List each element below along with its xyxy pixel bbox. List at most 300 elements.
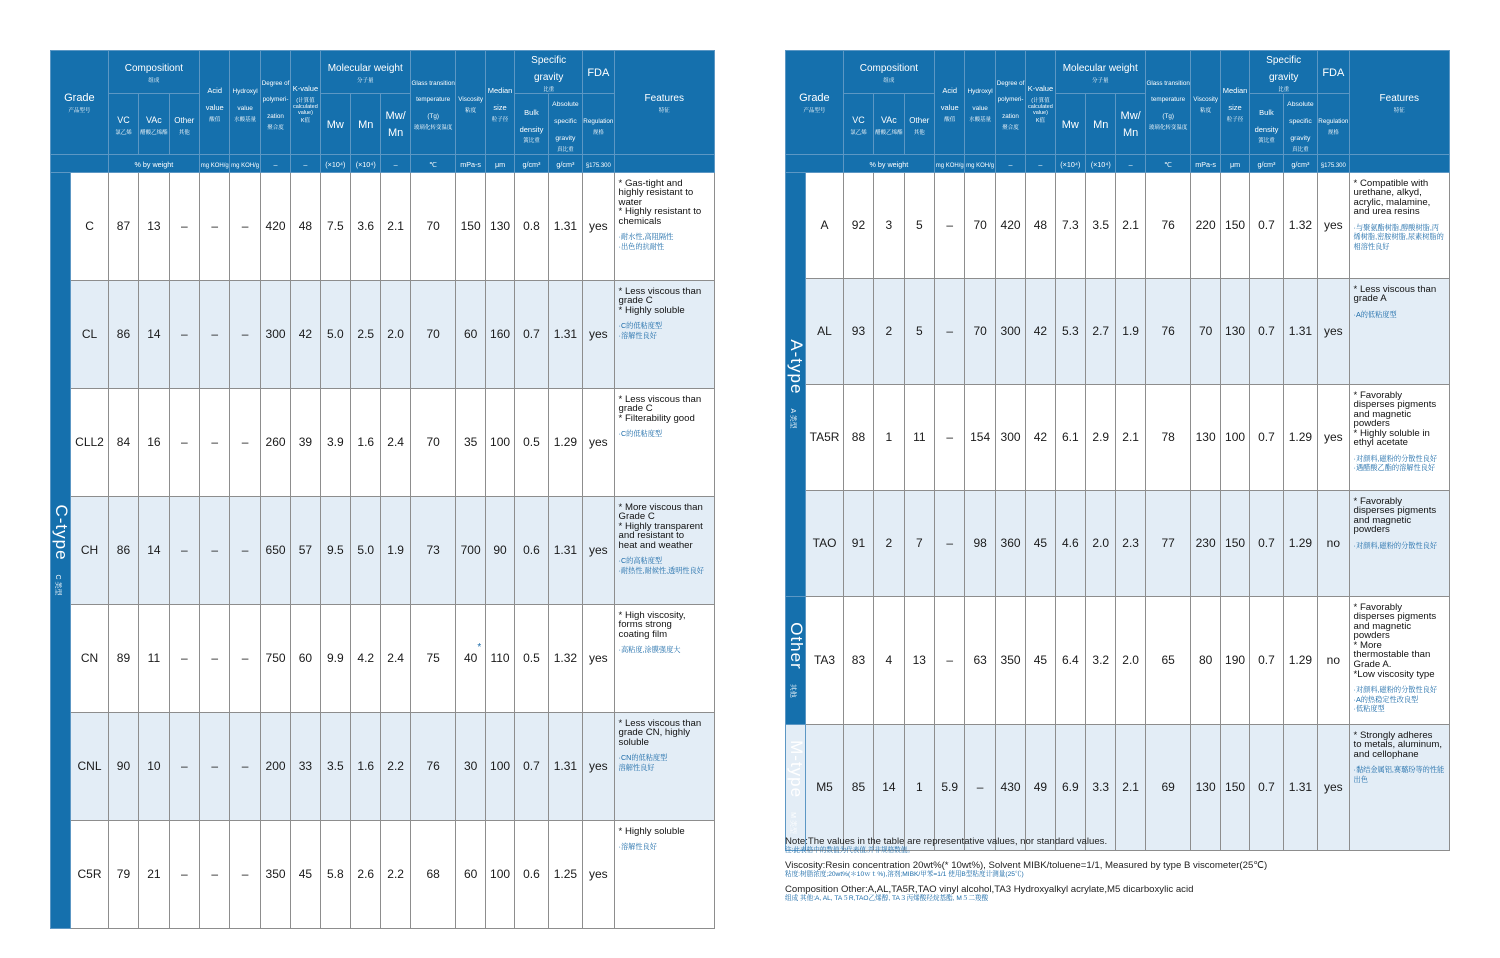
- median-size-cell: 130: [485, 172, 514, 280]
- hydroxyl-value-cell: –: [230, 280, 260, 388]
- features-cell: [614, 388, 714, 496]
- features-cell: [614, 280, 714, 388]
- mn-cell: 1.6: [351, 712, 381, 820]
- unit-absolute: g/cm³: [548, 154, 582, 172]
- grade-cell: CLL2: [71, 388, 109, 496]
- acid-value-cell: –: [200, 604, 230, 712]
- degree-cell: 300: [995, 278, 1025, 384]
- fda-cell: no: [1318, 596, 1349, 724]
- degree-cell: 350: [260, 820, 290, 928]
- unit-acid: mg KOH/g: [200, 154, 230, 172]
- unit-mwmn: –: [1116, 154, 1145, 172]
- other-cell: –: [169, 388, 199, 496]
- grade-cell: CNL: [71, 712, 109, 820]
- grade-header: Grade 产品型号: [51, 51, 109, 155]
- features-cn: ·C的低粘度型 ·溶解性良好: [618, 321, 663, 340]
- fda-header: FDA: [1318, 51, 1349, 94]
- mw-mn-cell: 2.2: [381, 820, 410, 928]
- features-en: * Less viscous than grade CN, highly soluble: [618, 717, 702, 748]
- absolute-gravity-cell: 1.32: [548, 604, 582, 712]
- k-value-cell: 48: [1026, 172, 1055, 278]
- acid-value-cell: –: [200, 172, 230, 280]
- unit-median: μm: [1220, 154, 1249, 172]
- unit-by-weight: % by weight: [108, 154, 199, 172]
- tg-header: Glass transition temperature (Tg) 玻璃化转变温度: [1145, 51, 1191, 155]
- mw-cell: 6.4: [1055, 596, 1085, 724]
- vac-header: VAc 醋酸乙烯酯: [874, 94, 904, 154]
- grade-table-right: [785, 50, 1450, 851]
- k-value-cell: 42: [1026, 278, 1055, 384]
- unit-median: μm: [485, 154, 514, 172]
- bulk-density-cell: 0.6: [515, 820, 548, 928]
- tg-cell: 65: [1145, 596, 1191, 724]
- tg-cell: 69: [1145, 724, 1191, 850]
- absolute-gravity-cell: 1.29: [1283, 490, 1317, 596]
- grade-cell: CH: [71, 496, 109, 604]
- other-cell: 5: [904, 278, 934, 384]
- other-cell: –: [169, 172, 199, 280]
- mw-cell: 5.3: [1055, 278, 1085, 384]
- molecular-weight-header: Molecular weight 分子量: [1055, 51, 1145, 94]
- table-row: [51, 712, 715, 820]
- mw-mn-cell: 1.9: [1116, 278, 1145, 384]
- fda-cell: yes: [583, 388, 614, 496]
- tg-cell: 76: [1145, 278, 1191, 384]
- features-cell: [1349, 172, 1449, 278]
- k-value-cell: 33: [291, 712, 320, 820]
- acid-value-cell: –: [935, 596, 965, 724]
- mw-cell: 3.9: [320, 388, 350, 496]
- mw-cell: 7.5: [320, 172, 350, 280]
- viscosity-cell: 80: [1191, 596, 1220, 724]
- features-en: * High viscosity, forms strong coating film: [618, 609, 686, 640]
- hydroxyl-value-header: Hydroxyl value 水酸基量: [230, 51, 260, 155]
- features-en: * Favorably disperses pigments and magnetic powders: [1353, 495, 1437, 536]
- bulk-density-cell: 0.5: [515, 604, 548, 712]
- degree-header: Degree of polymeri-zation 聚合度: [260, 51, 290, 155]
- viscosity-cell: 220: [1191, 172, 1220, 278]
- unit-mwmn: –: [381, 154, 410, 172]
- absolute-gravity-cell: 1.31: [548, 496, 582, 604]
- bulk-density-cell: 0.7: [1250, 278, 1283, 384]
- acid-value-cell: –: [935, 172, 965, 278]
- acid-value-cell: –: [200, 712, 230, 820]
- other-header: Other 其他: [904, 94, 934, 154]
- unit-fda: §175.300: [1318, 154, 1349, 172]
- other-cell: 13: [904, 596, 934, 724]
- table-row: [786, 278, 1450, 384]
- bulk-density-cell: 0.7: [1250, 384, 1283, 490]
- table-row: [51, 604, 715, 712]
- unit-k: –: [1026, 154, 1055, 172]
- fda-header: FDA: [583, 51, 614, 94]
- viscosity-cell: 130: [1191, 724, 1220, 850]
- absolute-gravity-cell: 1.29: [548, 388, 582, 496]
- type-label: Other: [786, 622, 806, 670]
- vc-cell: 88: [843, 384, 873, 490]
- absolute-gravity-cell: 1.31: [548, 712, 582, 820]
- regulation-header: Regulation 规格: [583, 94, 614, 154]
- features-cell: [614, 712, 714, 820]
- absolute-gravity-cell: 1.32: [1283, 172, 1317, 278]
- mn-cell: 2.0: [1086, 490, 1116, 596]
- features-en: * Less viscous than grade C * Filterability good: [618, 393, 702, 424]
- viscosity-cell: 130: [1191, 384, 1220, 490]
- acid-value-cell: –: [935, 278, 965, 384]
- viscosity-value: [463, 642, 482, 666]
- k-value-cell: 60: [291, 604, 320, 712]
- mn-cell: 3.2: [1086, 596, 1116, 724]
- table-row: [51, 172, 715, 280]
- tg-cell: 78: [1145, 384, 1191, 490]
- mw-cell: 5.0: [320, 280, 350, 388]
- features-header: Features 特征: [614, 51, 714, 155]
- features-cell: [1349, 490, 1449, 596]
- mw-cell: 9.5: [320, 496, 350, 604]
- other-cell: 5: [904, 172, 934, 278]
- table-row: [786, 384, 1450, 490]
- mw-mn-cell: 2.1: [381, 172, 410, 280]
- hydroxyl-value-cell: 98: [965, 490, 995, 596]
- grade-cell: C5R: [71, 820, 109, 928]
- vc-cell: 85: [843, 724, 873, 850]
- table-row: [51, 820, 715, 928]
- mw-mn-cell: 2.1: [1116, 384, 1145, 490]
- other-cell: 11: [904, 384, 934, 490]
- vc-cell: 86: [108, 496, 138, 604]
- grade-cell: TA3: [806, 596, 844, 724]
- fda-cell: yes: [583, 496, 614, 604]
- mn-cell: 4.2: [351, 604, 381, 712]
- hydroxyl-value-cell: –: [230, 172, 260, 280]
- fda-cell: yes: [583, 820, 614, 928]
- vc-cell: 83: [843, 596, 873, 724]
- k-value-cell: 45: [291, 820, 320, 928]
- viscosity-cell: 60: [456, 820, 485, 928]
- table-row: [786, 490, 1450, 596]
- mn-cell: 2.9: [1086, 384, 1116, 490]
- regulation-header: Regulation 规格: [1318, 94, 1349, 154]
- note-viscosity: Viscosity:Resin concentration 20wt%(* 10wt%), Solvent MIBK/toluene=1/1, Measured by type B viscometer(25℃): [785, 859, 1268, 871]
- unit-blank: [786, 154, 844, 172]
- type-label: M-type: [786, 740, 806, 799]
- degree-cell: 420: [260, 172, 290, 280]
- k-value-cell: 39: [291, 388, 320, 496]
- degree-header: Degree of polymeri-zation 聚合度: [995, 51, 1025, 155]
- features-cn: ·对颜料,磁粉的分散性良好 ·遇醋酸乙酯的溶解性良好: [1353, 454, 1438, 473]
- bulk-density-cell: 0.8: [515, 172, 548, 280]
- vac-cell: 13: [139, 172, 169, 280]
- unit-viscosity: mPa-s: [1191, 154, 1220, 172]
- table-row: [786, 724, 1450, 850]
- bulk-density-cell: 0.7: [1250, 724, 1283, 850]
- features-cn: ·耐水性,高阻隔性 ·出色的抗耐性: [618, 232, 674, 251]
- other-cell: –: [169, 604, 199, 712]
- unit-absolute: g/cm³: [1283, 154, 1317, 172]
- k-value-cell: 45: [1026, 596, 1055, 724]
- absolute-gravity-cell: 1.31: [548, 280, 582, 388]
- vac-cell: 4: [874, 596, 904, 724]
- tg-cell: 76: [410, 712, 456, 820]
- grade-header: Grade 产品型号: [786, 51, 844, 155]
- median-size-cell: 150: [1220, 490, 1249, 596]
- features-en: * Highly soluble: [618, 825, 685, 837]
- tg-cell: 77: [1145, 490, 1191, 596]
- vac-cell: 14: [139, 280, 169, 388]
- tg-cell: 68: [410, 820, 456, 928]
- features-cell: [614, 496, 714, 604]
- k-value-header: K-value (计算值 calculated value) K值: [291, 51, 320, 155]
- type-label-cn: M 类型: [788, 812, 796, 834]
- mw-mn-cell: 2.2: [381, 712, 410, 820]
- note-viscosity-cn: 粘度:树脂浓度;20wt%(＊10ｗｔ%),溶剂;MIBK/甲苯=1/1 使用B型粘度计测量(25℃): [785, 870, 1024, 878]
- vc-cell: 92: [843, 172, 873, 278]
- fda-cell: yes: [1318, 172, 1349, 278]
- mw-header: Mw: [320, 94, 350, 154]
- table-row: [51, 388, 715, 496]
- degree-cell: 350: [995, 596, 1025, 724]
- median-size-cell: 100: [485, 820, 514, 928]
- acid-value-header: Acid value 酸值: [200, 51, 230, 155]
- asterisk-mark: *: [477, 642, 482, 654]
- features-en: * More viscous than Grade C * Highly transparent and resistant to heat and weather: [618, 501, 703, 551]
- median-size-cell: 150: [1220, 172, 1249, 278]
- features-cn: ·C的高粘度型 ·耐热性,耐候性,透明性良好: [618, 556, 704, 575]
- mn-header: Mn: [351, 94, 381, 154]
- vc-cell: 90: [108, 712, 138, 820]
- vac-cell: 14: [139, 496, 169, 604]
- mw-mn-cell: 1.9: [381, 496, 410, 604]
- composition-header: Compositiont 组成: [108, 51, 199, 94]
- hydroxyl-value-cell: –: [230, 712, 260, 820]
- hydroxyl-value-cell: –: [230, 604, 260, 712]
- type-label-cn: 其他: [788, 683, 796, 698]
- grade-cell: TAO: [806, 490, 844, 596]
- hydroxyl-value-cell: –: [965, 724, 995, 850]
- median-size-cell: 90: [485, 496, 514, 604]
- note-representative: Note:The values in the table are representative values, nor standard values.: [785, 836, 1108, 847]
- acid-value-cell: –: [200, 280, 230, 388]
- features-cell: [1349, 384, 1449, 490]
- fda-cell: yes: [583, 172, 614, 280]
- features-cn: ·黏结金属铝,赛璐玢等的性能 出色: [1353, 765, 1445, 784]
- note-composition: Composition Other:A,AL,TA5R,TAO vinyl alcohol,TA3 Hydroxyalkyl acrylate,M5 dicarboxylic acid: [785, 883, 1194, 895]
- unit-bulk: g/cm³: [515, 154, 548, 172]
- bulk-density-cell: 0.7: [515, 280, 548, 388]
- specific-gravity-header: Specific gravity 比重: [515, 51, 583, 94]
- viscosity-cell: 35: [456, 388, 485, 496]
- acid-value-cell: –: [935, 384, 965, 490]
- mw-mn-cell: 2.0: [1116, 596, 1145, 724]
- mw-header: Mw: [1055, 94, 1085, 154]
- median-size-cell: 150: [1220, 724, 1249, 850]
- mw-mn-cell: 2.4: [381, 604, 410, 712]
- unit-mn: (×10⁴): [1086, 154, 1116, 172]
- unit-fda: §175.300: [583, 154, 614, 172]
- vac-cell: 3: [874, 172, 904, 278]
- absolute-gravity-cell: 1.31: [1283, 724, 1317, 850]
- hydroxyl-value-cell: –: [230, 820, 260, 928]
- mn-cell: 1.6: [351, 388, 381, 496]
- other-cell: –: [169, 280, 199, 388]
- features-cn: ·对颜料,磁粉的分散性良好 ·A的热稳定性改良型 ·低粘度型: [1353, 685, 1438, 713]
- acid-value-cell: 5.9: [935, 724, 965, 850]
- other-cell: 7: [904, 490, 934, 596]
- unit-mw: (×10⁴): [1055, 154, 1085, 172]
- table-row: [51, 280, 715, 388]
- absolute-gravity-header: Absolute specific gravity 真比重: [1283, 94, 1317, 154]
- grade-cell: A: [806, 172, 844, 278]
- median-size-cell: 190: [1220, 596, 1249, 724]
- viscosity-cell: 700: [456, 496, 485, 604]
- other-header: Other 其他: [169, 94, 199, 154]
- note-composition-cn: 组成 其他:A, AL, TA５R,TAO乙烯醇, TA３丙烯酸羟烷基酯, M５二羧酸: [785, 894, 989, 902]
- features-cell: [1349, 724, 1449, 850]
- features-cn: ·A的低粘度型: [1353, 309, 1397, 319]
- degree-cell: 200: [260, 712, 290, 820]
- vc-header: VC 氯乙烯: [108, 94, 138, 154]
- unit-tg: ℃: [410, 154, 456, 172]
- k-value-cell: 49: [1026, 724, 1055, 850]
- mn-cell: 5.0: [351, 496, 381, 604]
- other-cell: –: [169, 820, 199, 928]
- absolute-gravity-cell: 1.31: [548, 172, 582, 280]
- other-cell: –: [169, 712, 199, 820]
- fda-cell: yes: [1318, 384, 1349, 490]
- viscosity-cell: 60: [456, 280, 485, 388]
- features-en: * Less viscous than grade A: [1353, 283, 1437, 305]
- median-size-cell: 130: [1220, 278, 1249, 384]
- type-group-label: [51, 172, 71, 928]
- features-cell: [614, 820, 714, 928]
- features-en: * Less viscous than grade C * Highly soluble: [618, 285, 702, 316]
- mw-cell: 6.1: [1055, 384, 1085, 490]
- unit-hydroxyl: mg KOH/g: [965, 154, 995, 172]
- hydroxyl-value-cell: 154: [965, 384, 995, 490]
- absolute-gravity-header: Absolute specific gravity 真比重: [548, 94, 582, 154]
- features-header: Features 特征: [1349, 51, 1449, 155]
- mw-cell: 7.3: [1055, 172, 1085, 278]
- absolute-gravity-cell: 1.29: [1283, 384, 1317, 490]
- table-row: [51, 496, 715, 604]
- viscosity-cell: 30: [456, 712, 485, 820]
- grade-cell: AL: [806, 278, 844, 384]
- grade-table-left: [50, 50, 715, 929]
- mw-cell: 9.9: [320, 604, 350, 712]
- unit-degree: –: [995, 154, 1025, 172]
- degree-cell: 300: [260, 280, 290, 388]
- vac-cell: 14: [874, 724, 904, 850]
- bulk-density-cell: 0.5: [515, 388, 548, 496]
- table-row: [786, 172, 1450, 278]
- bulk-density-header: Bulk density 簧比重: [515, 94, 548, 154]
- acid-value-cell: –: [200, 388, 230, 496]
- viscosity-cell: 150: [456, 172, 485, 280]
- unit-k: –: [291, 154, 320, 172]
- hydroxyl-value-cell: –: [230, 496, 260, 604]
- mw-mn-cell: 2.1: [1116, 172, 1145, 278]
- grade-cell: C: [71, 172, 109, 280]
- degree-cell: 650: [260, 496, 290, 604]
- viscosity-header: Viscosity 粘度: [1191, 51, 1220, 155]
- median-size-cell: 110: [485, 604, 514, 712]
- type-group-label: [786, 596, 806, 724]
- vac-cell: 1: [874, 384, 904, 490]
- unit-tg: ℃: [1145, 154, 1191, 172]
- vc-header: VC 氯乙烯: [843, 94, 873, 154]
- viscosity-cell: [456, 604, 485, 712]
- tg-cell: 73: [410, 496, 456, 604]
- mn-cell: 3.6: [351, 172, 381, 280]
- mw-mn-cell: 2.1: [1116, 724, 1145, 850]
- median-size-cell: 160: [485, 280, 514, 388]
- k-value-cell: 45: [1026, 490, 1055, 596]
- vac-cell: 11: [139, 604, 169, 712]
- acid-value-header: Acid value 酸值: [935, 51, 965, 155]
- mw-cell: 3.5: [320, 712, 350, 820]
- absolute-gravity-cell: 1.31: [1283, 278, 1317, 384]
- type-label-cn: C 类型: [53, 574, 61, 596]
- vc-cell: 93: [843, 278, 873, 384]
- bulk-density-header: Bulk density 簧比重: [1250, 94, 1283, 154]
- features-cn: ·C的低粘度型: [618, 429, 663, 439]
- k-value-cell: 42: [291, 280, 320, 388]
- unit-degree: –: [260, 154, 290, 172]
- features-cn: ·溶解性良好: [618, 842, 657, 852]
- fda-cell: yes: [583, 712, 614, 820]
- acid-value-cell: –: [200, 496, 230, 604]
- mn-cell: 2.5: [351, 280, 381, 388]
- mn-cell: 2.7: [1086, 278, 1116, 384]
- degree-cell: 430: [995, 724, 1025, 850]
- vc-cell: 79: [108, 820, 138, 928]
- median-size-cell: 100: [485, 388, 514, 496]
- type-label: C-type: [51, 504, 71, 561]
- vc-cell: 89: [108, 604, 138, 712]
- mw-mn-header: Mw/ Mn: [381, 94, 410, 154]
- bulk-density-cell: 0.7: [1250, 172, 1283, 278]
- vac-cell: 2: [874, 278, 904, 384]
- mn-cell: 2.6: [351, 820, 381, 928]
- tg-header: Glass transition temperature (Tg) 玻璃化转变温度: [410, 51, 456, 155]
- median-size-cell: 100: [1220, 384, 1249, 490]
- degree-cell: 420: [995, 172, 1025, 278]
- molecular-weight-header: Molecular weight 分子量: [320, 51, 410, 94]
- mw-mn-cell: 2.3: [1116, 490, 1145, 596]
- acid-value-cell: –: [200, 820, 230, 928]
- vc-cell: 84: [108, 388, 138, 496]
- type-label-cn: A 类型: [788, 408, 796, 429]
- unit-mn: (×10⁴): [351, 154, 381, 172]
- features-en: * Gas-tight and highly resistant to water * Highly resistant to chemicals: [618, 177, 702, 227]
- unit-features-blank: [614, 154, 714, 172]
- vac-cell: 10: [139, 712, 169, 820]
- k-value-cell: 57: [291, 496, 320, 604]
- grade-cell: CL: [71, 280, 109, 388]
- median-size-cell: 100: [485, 712, 514, 820]
- hydroxyl-value-cell: 70: [965, 172, 995, 278]
- grade-cell: TA5R: [806, 384, 844, 490]
- mw-cell: 6.9: [1055, 724, 1085, 850]
- degree-cell: 750: [260, 604, 290, 712]
- features-cell: [614, 172, 714, 280]
- tg-cell: 70: [410, 388, 456, 496]
- unit-features-blank: [1349, 154, 1449, 172]
- fda-cell: yes: [583, 280, 614, 388]
- features-cell: [1349, 596, 1449, 724]
- degree-cell: 360: [995, 490, 1025, 596]
- features-cell: [614, 604, 714, 712]
